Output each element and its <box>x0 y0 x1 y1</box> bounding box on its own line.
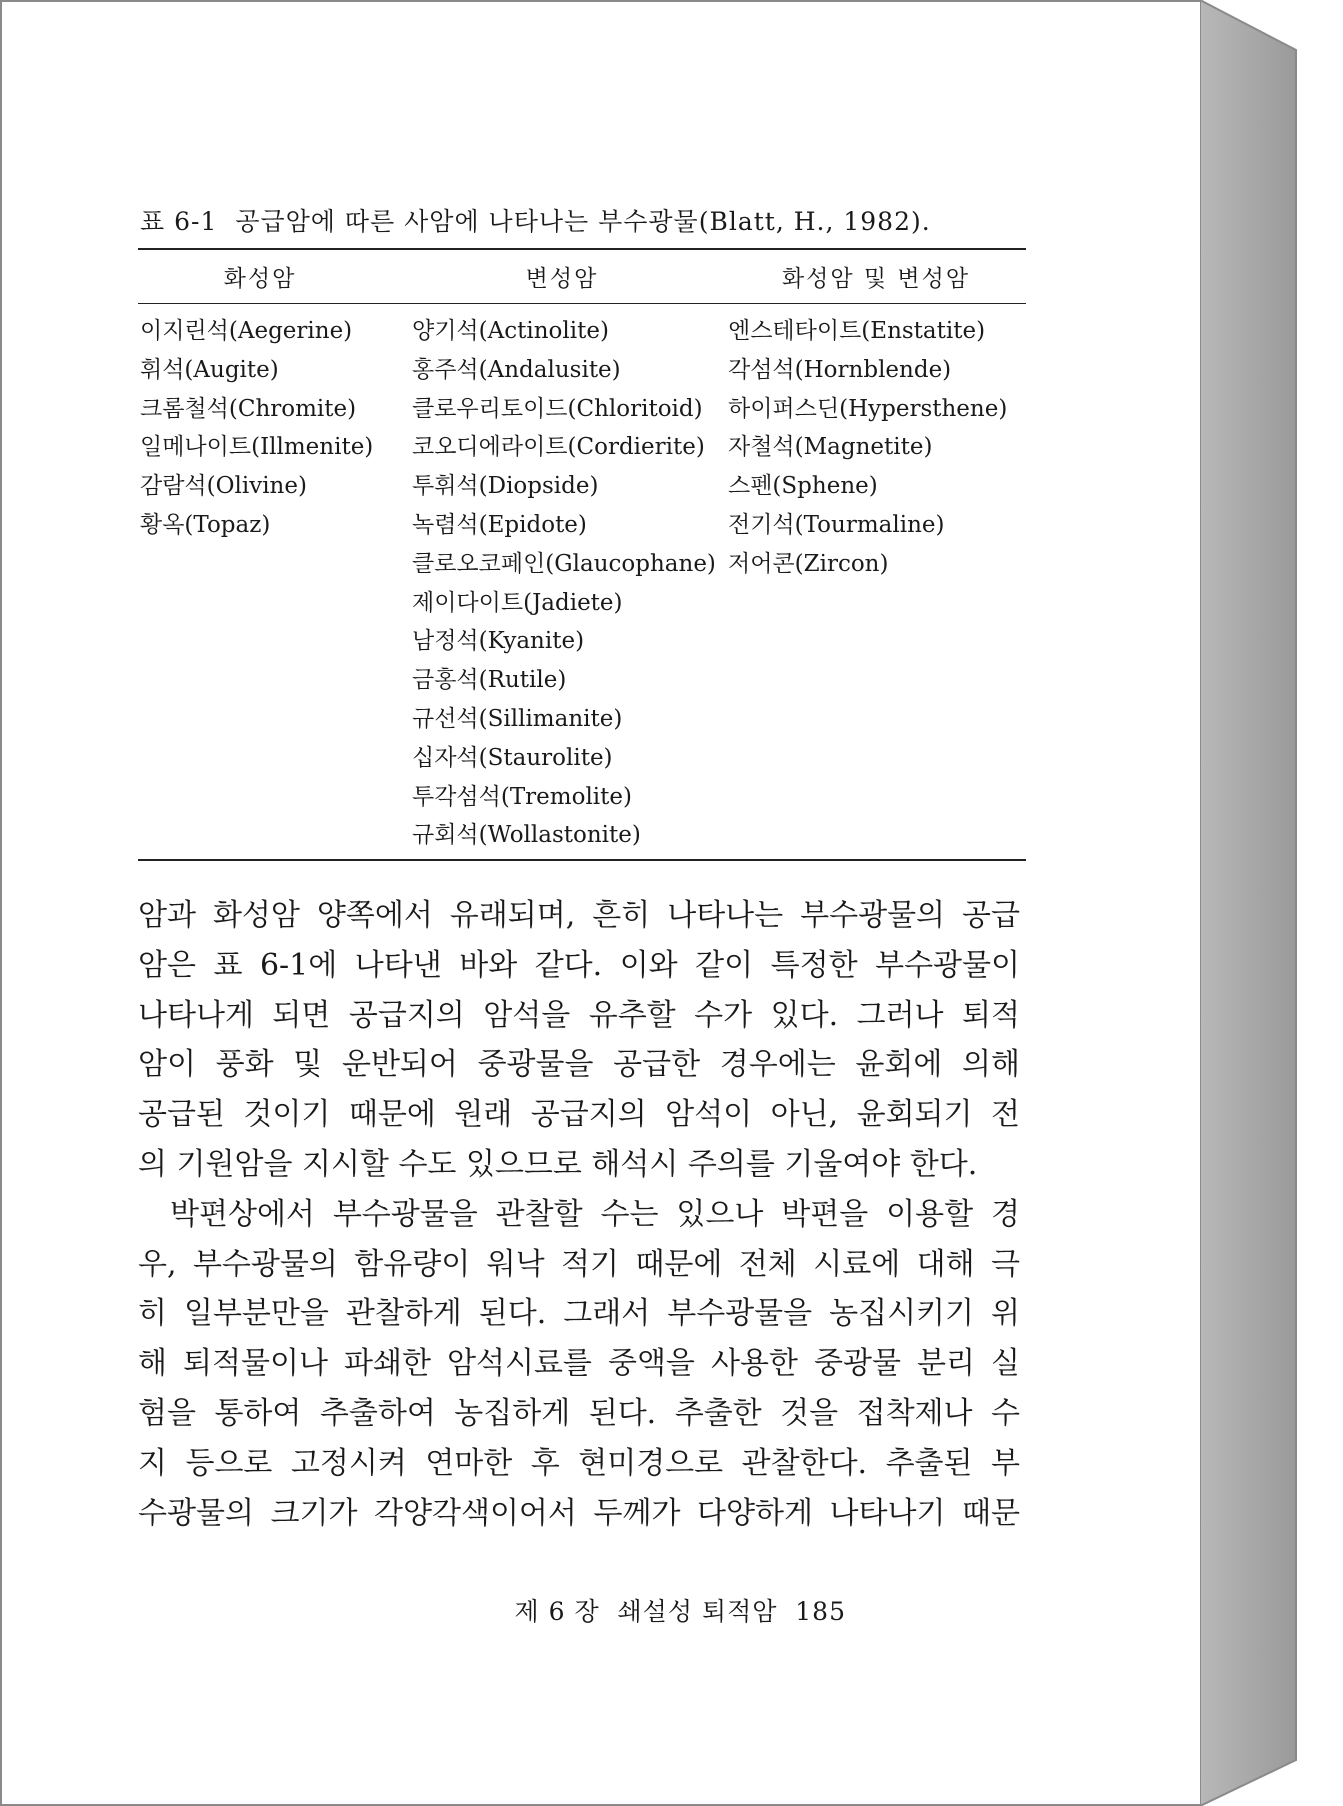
mineral-item: 일메나이트(Illmenite) <box>140 434 374 461</box>
header-igneous-and-metamorphic: 화성암 및 변성암 <box>781 266 971 292</box>
table-top-rule <box>138 248 1026 250</box>
page-footer <box>515 1592 847 1628</box>
text-line: 암과 화성암 양쪽에서 유래되며, 흔히 나타나는 부수광물의 공급 <box>138 898 1020 933</box>
mineral-item: 이지린석(Aegerine) <box>140 318 353 344</box>
mineral-item: 감람석(Olivine) <box>140 473 307 500</box>
text-line: 지 등으로 고정시켜 연마한 후 현미경으로 관찰한다. 추출된 부 <box>138 1445 1020 1481</box>
mineral-item: 금홍석(Rutile) <box>412 667 567 694</box>
mineral-item: 양기석(Actinolite) <box>412 318 609 344</box>
text-line: 히 일부분만을 관찰하게 된다. 그래서 부수광물을 농집시키기 위 <box>138 1296 1020 1332</box>
mineral-item: 십자석(Staurolite) <box>412 744 613 771</box>
mineral-item: 코오디에라이트(Cordierite) <box>412 434 705 461</box>
text-line: 수광물의 크기가 각양각색이어서 두께가 다양하게 나타나기 때문 <box>138 1495 1020 1531</box>
mineral-item: 각섬석(Hornblende) <box>728 356 952 383</box>
table-number: 표 6-1 <box>140 207 218 236</box>
mineral-item: 남정석(Kyanite) <box>412 628 585 655</box>
table-header-rule <box>138 303 1026 304</box>
mineral-item: 투휘석(Diopside) <box>412 473 599 500</box>
table-caption <box>140 202 931 238</box>
igneous-and-metamorphic-column <box>728 312 1007 584</box>
mineral-item: 엔스테타이트(Enstatite) <box>728 318 986 344</box>
text-line: 박편상에서 부수광물을 관찰할 수는 있으나 박편을 이용할 경 <box>170 1196 1020 1232</box>
text-line: 우, 부수광물의 함유량이 워낙 적기 때문에 전체 시료에 대해 극 <box>138 1246 1020 1282</box>
text-line: 나타나게 되면 공급지의 암석을 유추할 수가 있다. 그러나 퇴적 <box>138 997 1020 1033</box>
header-igneous: 화성암 <box>223 266 297 292</box>
text-line: 해 퇴적물이나 파쇄한 암석시료를 중액을 사용한 중광물 분리 실 <box>138 1346 1020 1382</box>
igneous-column <box>140 312 373 545</box>
page-number: 185 <box>795 1597 846 1626</box>
header-metamorphic: 변성암 <box>525 266 599 292</box>
mineral-item: 스펜(Sphene) <box>728 473 878 500</box>
text-line: 공급된 것이기 때문에 원래 공급지의 암석이 아닌, 윤회되기 전 <box>138 1097 1020 1133</box>
mineral-item: 투각섬석(Tremolite) <box>412 783 632 810</box>
body-paragraphs <box>138 892 1020 1539</box>
metamorphic-column <box>412 312 716 855</box>
text-line: 암은 표 6-1에 나타낸 바와 같다. 이와 같이 특정한 부수광물이 <box>138 947 1020 983</box>
mineral-item: 휘석(Augite) <box>140 356 279 383</box>
table-title: 공급암에 따른 사암에 나타나는 부수광물(Blatt, H., 1982). <box>235 207 931 236</box>
mineral-item: 황옥(Topaz) <box>140 511 271 538</box>
mineral-item: 크롬철석(Chromite) <box>140 395 357 422</box>
text-line: 암이 풍화 및 운반되어 중광물을 공급한 경우에는 윤회에 의해 <box>138 1047 1020 1083</box>
mineral-item: 클로우리토이드(Chloritoid) <box>412 395 703 422</box>
mineral-item: 하이퍼스딘(Hypersthene) <box>728 395 1008 422</box>
mineral-item: 규회석(Wollastonite) <box>412 822 641 849</box>
chapter-title: 쇄설성 퇴적암 <box>617 1597 778 1626</box>
table-bottom-rule <box>138 859 1026 861</box>
mineral-item: 녹렴석(Epidote) <box>412 511 587 538</box>
mineral-item: 홍주석(Andalusite) <box>412 356 621 383</box>
mineral-item: 제이다이트(Jadiete) <box>412 589 623 616</box>
book-edge <box>1200 0 1300 1806</box>
mineral-item: 전기석(Tourmaline) <box>728 511 945 538</box>
text-line: 의 기원암을 지시할 수도 있으므로 해석시 주의를 기울여야 한다. <box>138 1146 978 1182</box>
text-line: 험을 통하여 추출하여 농집하게 된다. 추출한 것을 접착제나 수 <box>138 1395 1020 1431</box>
mineral-item: 자철석(Magnetite) <box>728 434 933 461</box>
mineral-item: 클로오코페인(Glaucophane) <box>412 550 716 577</box>
mineral-item: 저어콘(Zircon) <box>728 550 889 577</box>
mineral-item: 규선석(Sillimanite) <box>412 705 623 732</box>
chapter-number: 제 6 장 <box>514 1597 600 1626</box>
